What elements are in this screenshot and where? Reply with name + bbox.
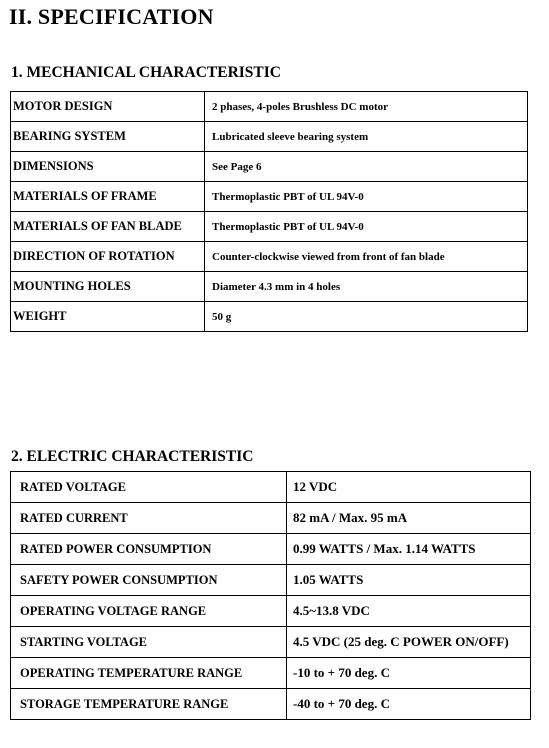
spec-label: STORAGE TEMPERATURE RANGE [11, 689, 287, 720]
spec-label: MATERIALS OF FRAME [11, 182, 205, 212]
table-row [11, 627, 531, 658]
spec-value: 1.05 WATTS [287, 565, 531, 596]
table-row [11, 689, 531, 720]
page-title: II. SPECIFICATION [9, 4, 214, 29]
spec-value: 2 phases, 4-poles Brushless DC motor [205, 92, 528, 122]
table-row [11, 92, 528, 122]
spec-value: -10 to + 70 deg. C [287, 658, 531, 689]
spec-value: 50 g [205, 302, 528, 332]
table-row [11, 472, 531, 503]
spec-label: SAFETY POWER CONSUMPTION [11, 565, 287, 596]
spec-value: See Page 6 [205, 152, 528, 182]
table-row [11, 152, 528, 182]
table-row [11, 122, 528, 152]
spec-label: MATERIALS OF FAN BLADE [11, 212, 205, 242]
electric-spec-table [10, 471, 531, 720]
spec-label: MOUNTING HOLES [11, 272, 205, 302]
spec-label: STARTING VOLTAGE [11, 627, 287, 658]
mechanical-spec-table [10, 91, 528, 332]
spec-value: 12 VDC [287, 472, 531, 503]
spec-value: Thermoplastic PBT of UL 94V-0 [205, 212, 528, 242]
table-row [11, 596, 531, 627]
spec-label: RATED POWER CONSUMPTION [11, 534, 287, 565]
spec-label: MOTOR DESIGN [11, 92, 205, 122]
spec-label: OPERATING VOLTAGE RANGE [11, 596, 287, 627]
spec-value: 4.5~13.8 VDC [287, 596, 531, 627]
spec-value: 0.99 WATTS / Max. 1.14 WATTS [287, 534, 531, 565]
spec-label: OPERATING TEMPERATURE RANGE [11, 658, 287, 689]
spec-label: RATED CURRENT [11, 503, 287, 534]
table-row [11, 182, 528, 212]
spec-label: DIRECTION OF ROTATION [11, 242, 205, 272]
table-row [11, 565, 531, 596]
spec-value: -40 to + 70 deg. C [287, 689, 531, 720]
table-row [11, 658, 531, 689]
spec-value: Counter-clockwise viewed from front of fan blade [205, 242, 528, 272]
table-row [11, 534, 531, 565]
spec-label: RATED VOLTAGE [11, 472, 287, 503]
table-row [11, 302, 528, 332]
table-row [11, 242, 528, 272]
table-row [11, 503, 531, 534]
table-row [11, 272, 528, 302]
table-row [11, 212, 528, 242]
mechanical-section-title: 1. MECHANICAL CHARACTERISTIC [11, 64, 281, 81]
spec-label: BEARING SYSTEM [11, 122, 205, 152]
spec-value: 4.5 VDC (25 deg. C POWER ON/OFF) [287, 627, 531, 658]
spec-label: DIMENSIONS [11, 152, 205, 182]
spec-value: 82 mA / Max. 95 mA [287, 503, 531, 534]
spec-value: Lubricated sleeve bearing system [205, 122, 528, 152]
spec-value: Diameter 4.3 mm in 4 holes [205, 272, 528, 302]
electric-section-title: 2. ELECTRIC CHARACTERISTIC [11, 448, 254, 465]
spec-label: WEIGHT [11, 302, 205, 332]
spec-value: Thermoplastic PBT of UL 94V-0 [205, 182, 528, 212]
